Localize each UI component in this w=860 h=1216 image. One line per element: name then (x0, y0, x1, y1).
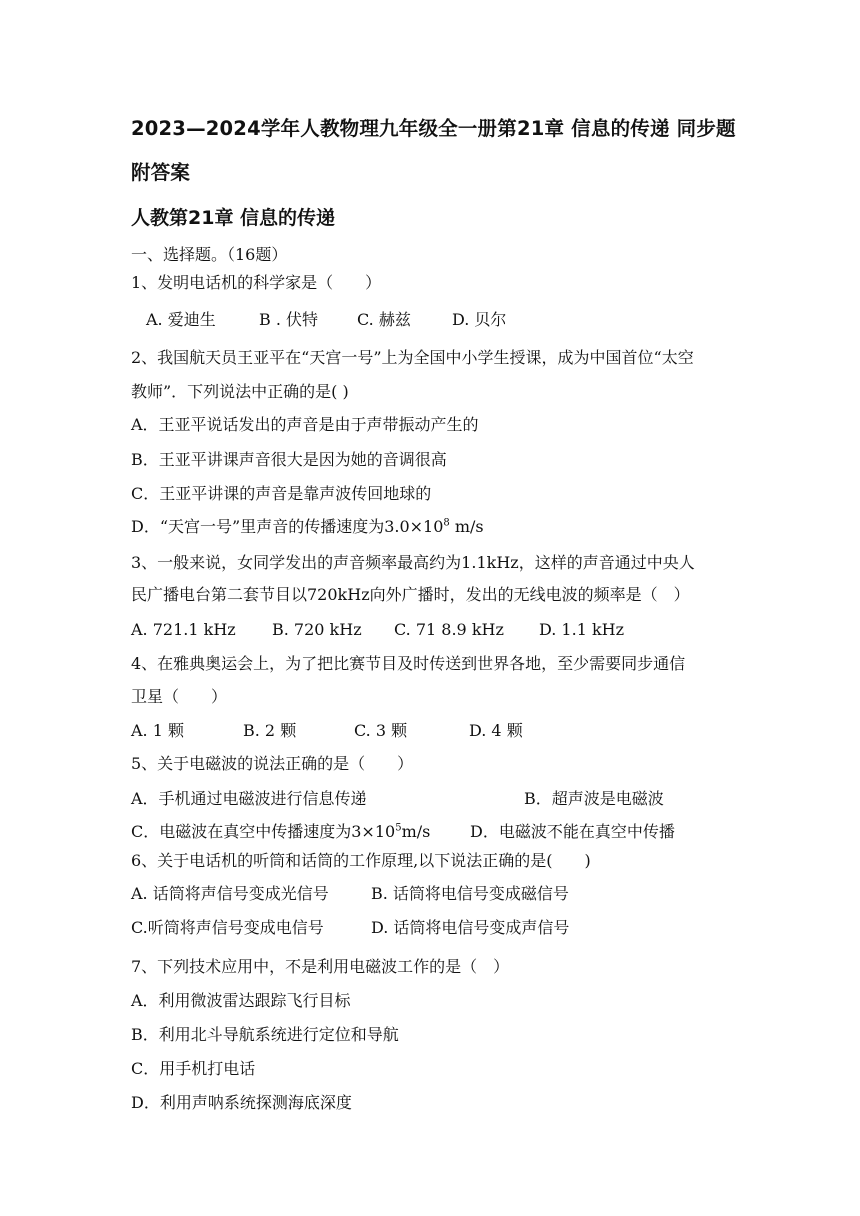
question-7-option-a: A．利用微波雷达跟踪飞行目标 (131, 991, 351, 1010)
question-2-option-a: A．王亚平说话发出的声音是由于声带振动产生的 (131, 415, 479, 434)
question-3-option-c: C. 71 8.9 kHz (394, 620, 504, 639)
question-5-option-a: A．手机通过电磁波进行信息传递 (131, 789, 367, 808)
question-3-option-d: D. 1.1 kHz (539, 620, 625, 639)
question-3-option-a: A. 721.1 kHz (131, 620, 236, 639)
question-4-option-d: D. 4 颗 (469, 721, 523, 740)
question-6-option-c: C.听筒将声信号变成电信号 (131, 918, 324, 937)
question-2-option-d-exponent: 8 (443, 517, 450, 529)
question-5-option-d: D．电磁波不能在真空中传播 (470, 822, 675, 841)
question-3-stem-continued: 民广播电台第二套节目以720kHz向外广播时，发出的无线电波的频率是（ ） (131, 585, 690, 604)
question-2-option-d (131, 516, 484, 538)
question-3-option-b: B. 720 kHz (272, 620, 362, 639)
question-7-option-d: D．利用声呐系统探测海底深度 (131, 1093, 352, 1112)
question-7-option-b: B．利用北斗导航系统进行定位和导航 (131, 1025, 399, 1044)
question-2-stem: 2、我国航天员王亚平在“天宫一号”上为全国中小学生授课，成为中国首位“太空 (131, 348, 694, 367)
question-4-option-c: C. 3 颗 (354, 721, 408, 740)
document-title-continued: 附答案 (131, 161, 191, 184)
question-2-stem-continued: 教师”．下列说法中正确的是( ) (131, 382, 349, 401)
question-5-option-c-text: C．电磁波在真空中传播速度为3×10 (131, 822, 396, 841)
question-5-option-c (131, 821, 430, 843)
question-5-option-b: B．超声波是电磁波 (524, 789, 664, 808)
question-5-stem: 5、关于电磁波的说法正确的是（ ） (131, 754, 414, 773)
question-2-option-c: C．王亚平讲课的声音是靠声波传回地球的 (131, 484, 432, 503)
question-4-option-a: A. 1 颗 (131, 721, 184, 740)
question-4-stem-continued: 卫星（ ） (131, 687, 228, 706)
question-5-option-c-unit: m/s (401, 822, 431, 841)
question-1-stem: 1、发明电话机的科学家是（ ） (131, 273, 382, 292)
chapter-heading: 人教第21章 信息的传递 (131, 207, 336, 229)
question-1-option-d: D. 贝尔 (452, 310, 507, 329)
question-6-stem: 6、关于电话机的听筒和话筒的工作原理,以下说法正确的是( ) (131, 851, 591, 870)
question-7-option-c: C．用手机打电话 (131, 1059, 256, 1078)
question-6-option-d: D. 话筒将电信号变成声信号 (371, 918, 570, 937)
question-1-option-a: A. 爱迪生 (146, 310, 216, 329)
question-6-option-b: B. 话筒将电信号变成磁信号 (371, 884, 569, 903)
document-title: 2023—2024学年人教物理九年级全一册第21章 信息的传递 同步题 (131, 117, 736, 140)
question-6-option-a: A. 话筒将声信号变成光信号 (131, 884, 329, 903)
question-1-option-b: B . 伏特 (259, 310, 319, 329)
question-5-option-c-exponent: 5 (395, 822, 402, 834)
question-4-option-b: B. 2 颗 (243, 721, 297, 740)
section-heading: 一、选择题。（16题） (131, 245, 288, 264)
question-1-option-c: C. 赫兹 (357, 310, 411, 329)
question-2-option-b: B．王亚平讲课声音很大是因为她的音调很高 (131, 450, 447, 469)
question-4-stem: 4、在雅典奥运会上，为了把比赛节目及时传送到世界各地，至少需要同步通信 (131, 654, 686, 673)
question-3-stem: 3、一般来说，女同学发出的声音频率最高约为1.1kHz，这样的声音通过中央人 (131, 553, 695, 572)
question-2-option-d-text: D．“天宫一号”里声音的传播速度为3.0×10 (131, 517, 444, 536)
question-7-stem: 7、下列技术应用中，不是利用电磁波工作的是（ ） (131, 957, 510, 976)
question-2-option-d-unit: m/s (449, 517, 484, 536)
